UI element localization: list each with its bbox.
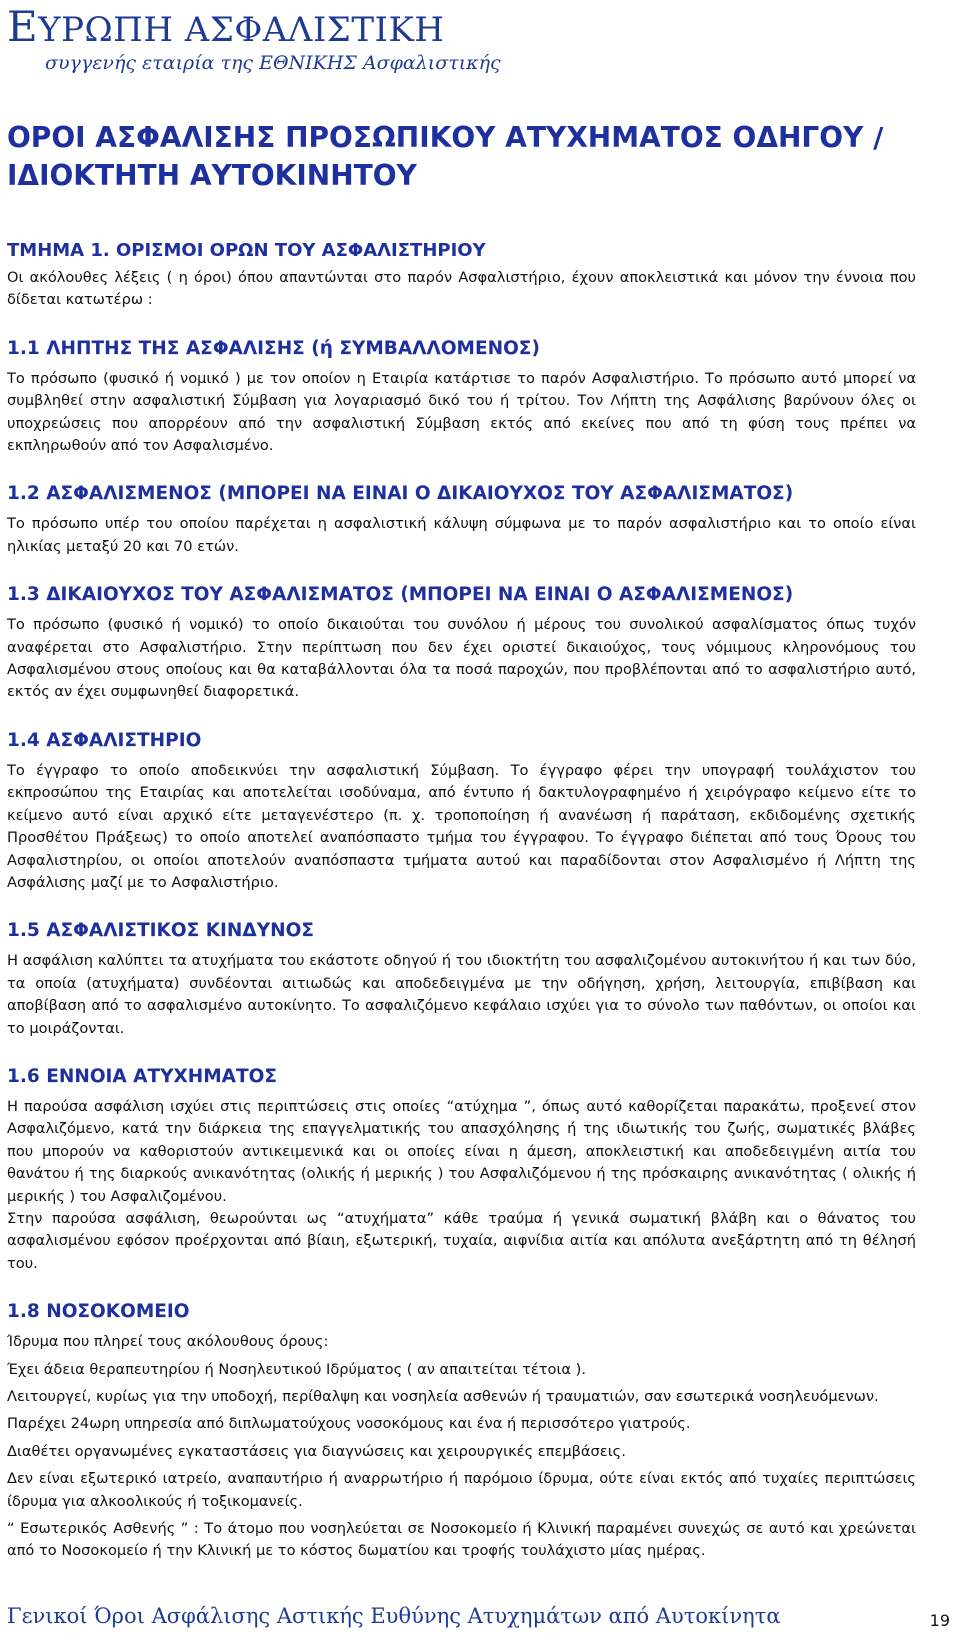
list-item: Λειτουργεί, κυρίως για την υποδοχή, περίθαλψη και νοσηλεία ασθενών ή τραυματιών, σαν εσωτερικά νοσηλευόμενων. [7,1388,879,1405]
paragraph-1-4: Το έγγραφο το οποίο αποδεικνύει την ασφαλιστική Σύμβαση. Το έγγραφο φέρει την υπογραφή τουλάχιστον του εκπροσώπου της Εταιρίας και αποτελείται ισοδύναμα, από έντυπο ή δακτυλογραφημένο ή χειρόγραφο κείμενο είτε το κείμενο αυτό είναι αρχικό είτε μεταγενέστερο (π. χ. τροποποίηση ή ανανέωση ή παράταση, εκδιδομένης σχετικής Προσθέτου Πράξεως) το οποίο αποτελεί αναπόσπαστο τμήμα του έγγραφου. Το έγγραφο διέπεται από τους Όρους του Ασφαλιστηρίου, οι οποίοι αποτελούν αναπόσπαστα τμήματα αυτού και παραδίδονται στον Ασφαλισμένο ή Λήπτη της Ασφάλισης μαζί με το Ασφαλιστήριο. [7,761,916,891]
heading-1-4: 1.4 ΑΣΦΑΛΙΣΤΗΡΙΟ [7,729,202,751]
heading-1-2: 1.2 ΑΣΦΑΛΙΣΜΕΝΟΣ (ΜΠΟΡΕΙ ΝΑ ΕΙΝΑΙ Ο ΔΙΚΑΙΟΥΧΟΣ ΤΟΥ ΑΣΦΑΛΙΣΜΑΤΟΣ) [7,483,794,505]
list-item: Έχει άδεια θεραπευτηρίου ή Νοσηλευτικού Ιδρύματος ( αν απαιτείται τέτοια ). [7,1360,587,1378]
paragraph-1-3: Το πρόσωπο (φυσικό ή νομικό) το οποίο δικαιούται του συνόλου ή μέρους του συνολικού ασφαλίσματος όπως τυχόν αναφέρεται στο Ασφαλιστήριο. Στην περίπτωση που δεν έχει οριστεί δικαιούχος, τους νόμιμους κληρονόμους του Ασφαλισμένου στους οποίους και θα καταβάλλονται όλα τα ποσά παροχών, που προβλέπονται από το ασφαλιστήριο αυτό, εκτός αν έχει συμφωνηθεί διαφορετικά. [7,616,916,701]
list-item: Δεν είναι εξωτερικό ιατρείο, αναπαυτήριο ή αναρρωτήριο ή παρόμοιο ίδρυμα, ούτε είναι εκτός από τυχαίες περιπτώσεις ίδρυμα για αλκοολικούς ή τοξικομανείς. [7,1470,916,1510]
document-title: ΟΡΟΙ ΑΣΦΑΛΙΣΗΣ ΠΡΟΣΩΠΙΚΟΥ ΑΤΥΧΗΜΑΤΟΣ ΟΔΗΓΟΥ / ΙΔΙΟΚΤΗΤΗ ΑΥΤΟΚΙΝΗΤΟΥ [7,121,884,192]
list-item: “ Εσωτερικός Ασθενής ” : Το άτομο που νοσηλεύεται σε Νοσοκομείο ή Κλινική παραμένει συνεχώς σε αυτό και χρεώνεται από το Νοσοκομείο ή την Κλινική με το κόστος δωματίου και τροφής τουλάχιστο μίας ημέρας. [7,1520,916,1560]
page-number: 19 [929,1611,950,1630]
heading-1-5: 1.5 ΑΣΦΑΛΙΣΤΙΚΟΣ ΚΙΝΔΥΝΟΣ [7,920,314,942]
list-item: Διαθέτει οργανωμένες εγκαταστάσεις για διαγνώσεις και χειρουργικές επεμβάσεις. [7,1442,626,1460]
paragraph-1-6b: Στην παρούσα ασφάλιση, θεωρούνται ως “ατυχήματα” κάθε τραύμα ή γενικά σωματική βλάβη και ο θάνατος του ασφαλισμένου εφόσον προέρχονται από βίαιη, εξωτερική, τυχαία, αιφνίδια αιτία και απόλυτα ανεξάρτητη από τη θέλησή του. [7,1209,916,1272]
page-footer [7,1600,950,1630]
brand-logo-text [7,2,916,51]
list-item: Παρέχει 24ωρη υπηρεσία από διπλωματούχους νοσοκόμους και ένα ή περισσότερο γιατρούς. [7,1415,691,1433]
brand-subtitle: συγγενής εταιρία της ΕΘΝΙΚΗΣ Ασφαλιστικής [45,52,501,74]
brand-name-rest: ΥΡΩΠΗ ΑΣΦΑΛΙΣΤΙΚΗ [38,10,445,50]
heading-1-6: 1.6 ΕΝΝΟΙΑ ΑΤΥΧΗΜΑΤΟΣ [7,1065,277,1087]
heading-1-8: 1.8 ΝΟΣΟΚΟΜΕΙΟ [7,1301,190,1323]
paragraph-1-1: Το πρόσωπο (φυσικό ή νομικό ) με τον οποίον η Εταιρία κατάρτισε το παρόν Ασφαλιστήριο. Το πρόσωπο αυτό μπορεί να συμβληθεί στην ασφαλιστική Σύμβαση για λογαριασμό δικό του ή τρίτου. Τον Λήπτη της Ασφάλισης βαρύνουν όλες οι υποχρεώσεις που απορρέουν από την ασφαλιστική Σύμβαση εκτός από εκείνες που από τη φύση τους πρέπει να εκπληρωθούν από τον Ασφαλισμένο. [7,369,916,455]
heading-1-3: 1.3 ΔΙΚΑΙΟΥΧΟΣ ΤΟΥ ΑΣΦΑΛΙΣΜΑΤΟΣ (ΜΠΟΡΕΙ ΝΑ ΕΙΝΑΙ Ο ΑΣΦΑΛΙΣΜΕΝΟΣ) [7,584,794,606]
brand-initial: Ε [7,2,39,51]
heading-1-1: 1.1 ΛΗΠΤΗΣ ΤΗΣ ΑΣΦΑΛΙΣΗΣ (ή ΣΥΜΒΑΛΛΟΜΕΝΟΣ) [7,337,540,359]
paragraph-1-2: Το πρόσωπο υπέρ του οποίου παρέχεται η ασφαλιστική κάλυψη σύμφωνα με το παρόν ασφαλιστήριο και το οποίο είναι ηλικίας μεταξύ 20 και 70 ετών. [7,515,916,555]
paragraph-1-6a: Η παρούσα ασφάλιση ισχύει στις περιπτώσεις στις οποίες “ατύχημα ”, όπως αυτό καθορίζεται παρακάτω, προξενεί στον Ασφαλιζόμενο, κατά την διάρκεια της επαγγελματικής του απασχόλησης ή της ιδιωτικής του ζωής, σωματικές βλάβες που μπορούν να καθοριστούν αντικειμενικά και οι οποίες είναι η άμεση, αποκλειστική και αποδεδειγμένη αιτία του θανάτου ή της διαρκούς ανικανότητας (ολικής ή μερικής ) του Ασφαλιζόμενου ή της πρόσκαιρης ανικανότητας ( ολικής ή μερικής ) του Ασφαλιζομένου. [7,1097,916,1205]
footer-text: Γενικοί Όροι Ασφάλισης Αστικής Ευθύνης Ατυχημάτων από Αυτοκίνητα [7,1604,781,1628]
section-title: ΤΜΗΜΑ 1. ΟΡΙΣΜΟΙ ΟΡΩΝ ΤΟΥ ΑΣΦΑΛΙΣΤΗΡΙΟΥ [7,240,486,261]
brand-header [7,0,916,75]
section-intro: Οι ακόλουθες λέξεις ( η όροι) όπου απαντώνται στο παρόν Ασφαλιστήριο, έχουν αποκλειστικά και μόνον την έννοια που δίδεται κατωτέρω : [7,269,916,309]
list-item: Ίδρυμα που πληρεί τους ακόλουθους όρους: [7,1333,329,1351]
paragraph-1-5: Η ασφάλιση καλύπτει τα ατυχήματα του εκάστοτε οδηγού ή του ιδιοκτήτη του ασφαλιζομένου αυτοκινήτου ή και των δύο, τα οποία (ατυχήματα) συνδέονται αιτιωδώς και αποδεδειγμένα με την οδήγηση, χρήση, λειτουργία, επιβίβαση και αποβίβαση από το ασφαλισμένο αυτοκίνητο. Το ασφαλιζόμενο κεφάλαιο ισχύει για το σύνολο των παθόντων, οι οποίοι και το μοιράζονται. [7,952,916,1037]
